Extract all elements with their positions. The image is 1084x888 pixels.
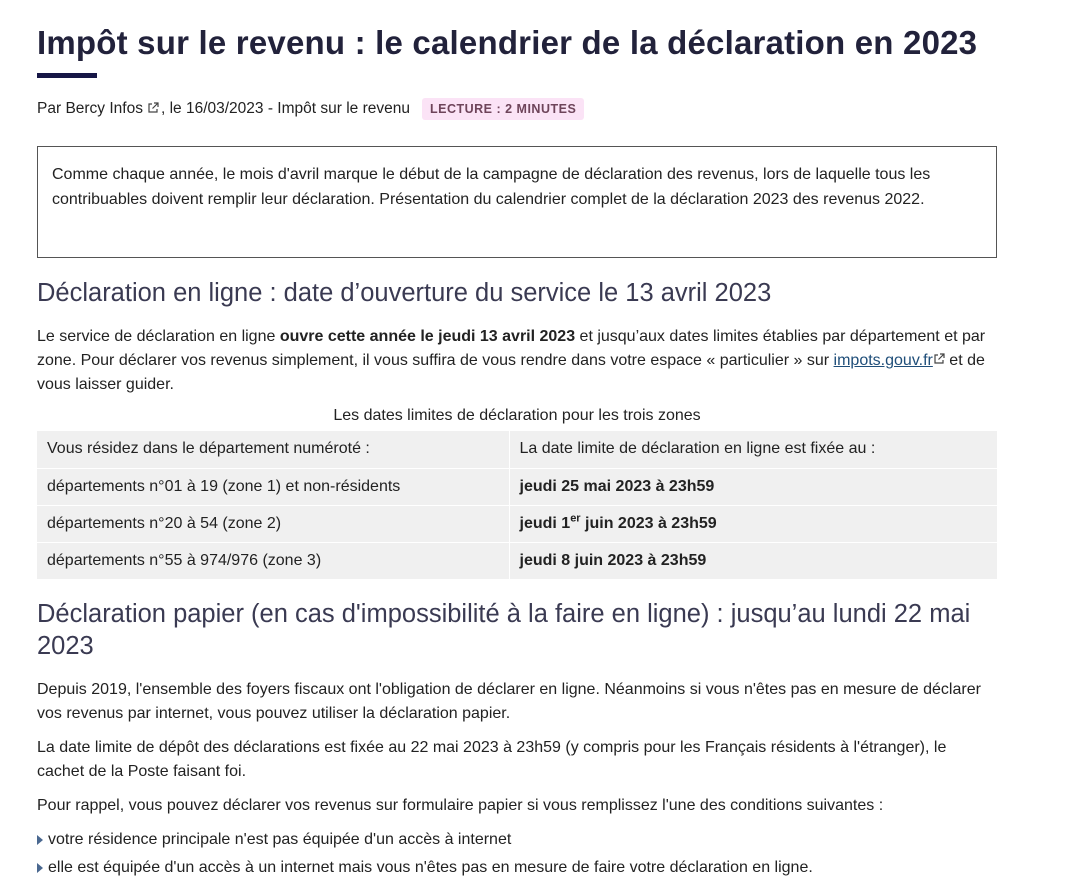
- meta-date: , le 16/03/2023 - Impôt sur le revenu: [160, 100, 410, 117]
- external-link-icon: [147, 102, 159, 117]
- conditions-list: [37, 828, 813, 884]
- reading-time-badge: LECTURE : 2 MINUTES: [422, 98, 584, 120]
- table-header-row: [37, 431, 997, 468]
- list-item: [37, 856, 813, 884]
- table-cell-date: [509, 505, 997, 542]
- external-link-icon: [933, 352, 945, 369]
- paper-paragraph-1: Depuis 2019, l'ensemble des foyers fiscaux ont l'obligation de déclarer en ligne. Néanmoins si vous n'êtes pas en mesure de déclarer vos revenus par internet, vous pouvez utiliser la déclaration papier.: [37, 681, 981, 722]
- online-para-bold: ouvre cette année le jeudi 13 avril 2023: [279, 328, 576, 345]
- list-item: [37, 828, 813, 856]
- table-cell-date: jeudi 8 juin 2023 à 23h59: [509, 542, 997, 579]
- article-meta: [37, 98, 584, 120]
- bullet-arrow-icon: [37, 863, 43, 873]
- impots-link[interactable]: impots.gouv.fr: [833, 352, 933, 369]
- deadline-table: [37, 431, 997, 580]
- title-underline: [37, 73, 97, 78]
- list-item-text: elle est équipée d'un accès à un internet mais vous n'êtes pas en mesure de faire votre déclaration en ligne.: [48, 859, 813, 876]
- table-cell-dept: départements n°55 à 974/976 (zone 3): [37, 542, 509, 579]
- list-item-text: votre résidence principale n'est pas équipée d'un accès à internet: [48, 831, 512, 848]
- date-sup: er: [570, 512, 581, 525]
- meta-prefix: Par: [37, 100, 62, 117]
- intro-box: Comme chaque année, le mois d'avril marque le début de la campagne de déclaration des revenus, lors de laquelle tous les contribuables doivent remplir leur déclaration. Présentation du calendrier complet de la déclaration 2023 des revenus 2022.: [37, 146, 997, 258]
- page-title: Impôt sur le revenu : le calendrier de la déclaration en 2023: [37, 24, 978, 61]
- table-row: [37, 542, 997, 579]
- online-para-end: et de vous laisser guider.: [37, 352, 985, 393]
- table-row: [37, 468, 997, 505]
- table-row: [37, 505, 997, 542]
- paper-paragraph-2: La date limite de dépôt des déclarations est fixée au 22 mai 2023 à 23h59 (y compris pour les Français résidents à l'étranger), le cachet de la Poste faisant foi.: [37, 739, 947, 780]
- bullet-arrow-icon: [37, 835, 43, 845]
- online-para-start: Le service de déclaration en ligne: [37, 328, 280, 345]
- section-heading-online: Déclaration en ligne : date d’ouverture du service le 13 avril 2023: [37, 279, 772, 307]
- section-heading-paper: Déclaration papier (en cas d'impossibilité à la faire en ligne) : jusqu’au lundi 22 mai 2023: [37, 600, 971, 660]
- table-cell-date: jeudi 25 mai 2023 à 23h59: [509, 468, 997, 505]
- table-cell-dept: départements n°20 à 54 (zone 2): [37, 505, 509, 542]
- table-cell-dept: départements n°01 à 19 (zone 1) et non-résidents: [37, 468, 509, 505]
- date-post: juin 2023 à 23h59: [580, 514, 717, 532]
- online-para-mid: et jusqu’aux dates limites établies par département et par zone. Pour déclarer vos revenus simplement, il vous suffira de vous rendre dans votre espace « particulier » sur: [37, 328, 986, 369]
- table-header-cell: La date limite de déclaration en ligne est fixée au :: [509, 431, 997, 468]
- paper-paragraph-3: Pour rappel, vous pouvez déclarer vos revenus sur formulaire papier si vous remplissez l'une des conditions suivantes :: [37, 797, 884, 814]
- online-paragraph: [37, 325, 997, 397]
- table-caption: Les dates limites de déclaration pour les trois zones: [333, 407, 701, 424]
- date-pre: jeudi 1: [519, 514, 571, 532]
- author-link[interactable]: Bercy Infos: [65, 100, 143, 117]
- table-header-cell: Vous résidez dans le département numéroté :: [37, 431, 509, 468]
